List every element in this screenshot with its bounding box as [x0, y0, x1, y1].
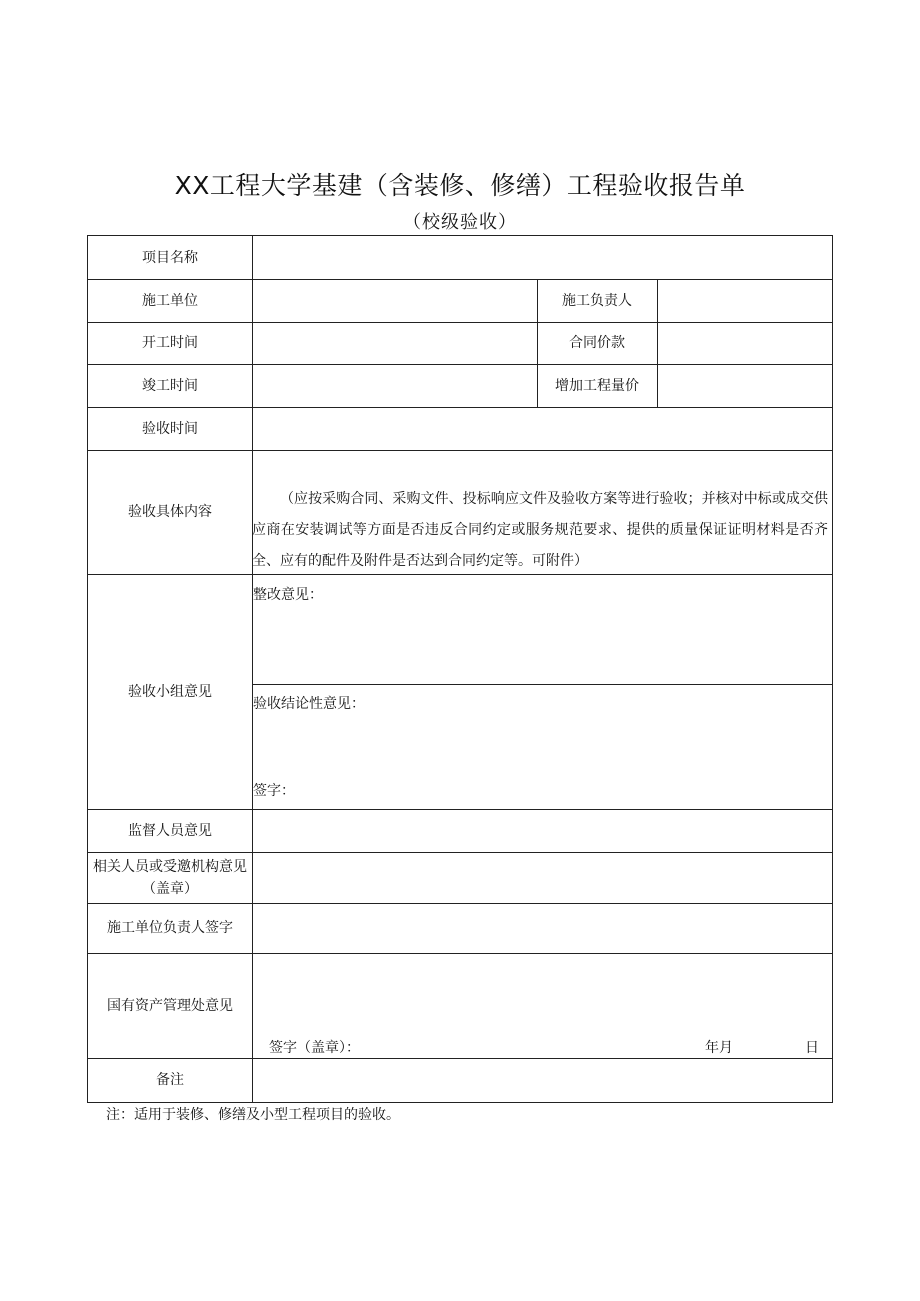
- asset-office-signature-label: 签字（盖章）：: [269, 1040, 360, 1056]
- label-project-name: 项目名称: [142, 249, 198, 266]
- label-start-time: 开工时间: [142, 335, 198, 351]
- label-team-opinion: 验收小组意见: [128, 683, 212, 700]
- document-subtitle: （校级验收）: [403, 212, 517, 233]
- label-acceptance-time: 验收时间: [142, 420, 198, 437]
- footnote: 注：适用于装修、修缮及小型工程项目的验收。: [106, 1107, 400, 1123]
- label-unit-lead-signature: 施工单位负责人签字: [107, 920, 233, 936]
- label-added-work-price: 增加工程量价: [555, 377, 639, 394]
- label-construction-lead: 施工负责人: [562, 292, 632, 309]
- document-title: XX工程大学基建（含装修、修缮）工程验收报告单: [174, 171, 746, 200]
- date-day: 日: [805, 1040, 819, 1056]
- label-completion-time: 竣工时间: [142, 377, 198, 394]
- rectification-opinion-label: 整改意见：: [253, 587, 323, 603]
- date-year-month: 年月: [705, 1040, 733, 1056]
- label-acceptance-content: 验收具体内容: [128, 504, 212, 520]
- team-signature-label: 签字：: [253, 783, 295, 799]
- label-asset-office-opinion: 国有资产管理处意见: [107, 997, 233, 1014]
- conclusion-opinion-label: 验收结论性意见：: [253, 696, 365, 712]
- label-construction-unit: 施工单位: [142, 292, 198, 309]
- label-remarks: 备注: [156, 1072, 184, 1088]
- label-related-opinion: 相关人员或受邀机构意见（盖章）: [93, 858, 247, 897]
- label-contract-price: 合同价款: [569, 335, 625, 351]
- label-supervisor-opinion: 监督人员意见: [128, 822, 212, 839]
- acceptance-content-text: （应按采购合同、采购文件、投标响应文件及验收方案等进行验收；并核对中标或成交供应商在安装调试等方面是否违反合同约定或服务规范要求、提供的质量保证证明材料是否齐全、应有的配件及附件是否达到合同约定等。可附件）: [252, 491, 828, 569]
